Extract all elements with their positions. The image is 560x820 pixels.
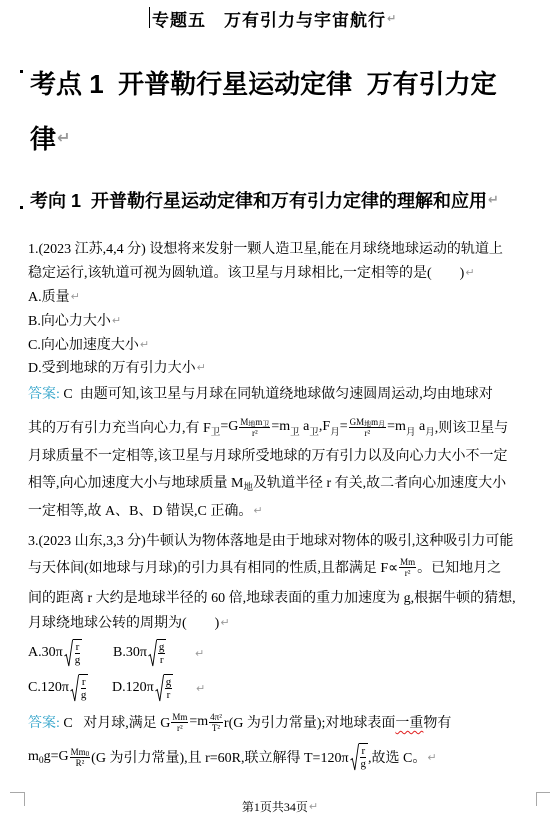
- question-1-option-d: [28, 357, 206, 377]
- paragraph-return-mark: ↵: [220, 615, 230, 629]
- fraction-denominator: R²: [75, 757, 85, 768]
- text-run: 。已知地月之: [417, 561, 502, 576]
- stem-text: 月球绕地球公转的周期为( ): [28, 616, 220, 631]
- heading-2: [30, 188, 499, 212]
- fraction-numerator: Mm: [400, 556, 416, 567]
- fraction-denominator: r²: [404, 567, 411, 578]
- answer-3-line-1: [28, 707, 451, 737]
- text-run: (G 为引力常量),且 r=60R,联立解得 T=120π: [91, 751, 349, 766]
- square-root: [155, 674, 174, 702]
- square-root: [70, 674, 89, 702]
- question-3-option-c: [28, 673, 88, 703]
- answer-text: 月球质量不一定相等,该卫星与月球所受地球的万有引力以及向心力大小不一定: [28, 449, 508, 464]
- fraction-numerator: [349, 417, 387, 428]
- keep-with-next-mark: [20, 206, 23, 209]
- fraction-numerator: [239, 417, 270, 428]
- fraction: [165, 676, 173, 701]
- spelling-flagged-text: 一重: [395, 716, 424, 731]
- option-text: C.向心加速度大小: [28, 338, 139, 353]
- fraction-denominator: r²: [364, 427, 371, 438]
- paragraph-return-mark: ↵: [111, 313, 122, 327]
- paragraph-return-mark: ↵: [488, 192, 499, 208]
- question-3-stem-line-2: [28, 552, 501, 582]
- paragraph-return-mark: ↵: [308, 799, 319, 813]
- answer-1-line-4: [28, 472, 506, 492]
- answer-1-line-1: [28, 383, 493, 403]
- text-run: a: [299, 419, 310, 434]
- subscript: 月: [405, 428, 416, 438]
- text-run: 其的万有引力充当向心力,有 F: [28, 421, 211, 436]
- heading-1-text: 律: [30, 123, 57, 154]
- fraction-denominator: g: [74, 654, 81, 666]
- options-row-1-end: [194, 643, 204, 663]
- fraction-numerator: r: [81, 676, 86, 688]
- paragraph-return-mark: ↵: [139, 337, 150, 351]
- text-run: a: [415, 419, 426, 434]
- heading-1-text: 考点 1 开普勒行星运动定律 万有引力定: [30, 68, 497, 99]
- paragraph-return-mark: ↵: [57, 127, 71, 147]
- question-1-stem-line-2: [28, 262, 475, 282]
- radicand: [359, 743, 369, 770]
- subscript: 地: [364, 419, 372, 428]
- answer-3-line-2: [28, 741, 437, 773]
- square-root: [64, 639, 83, 667]
- fraction-numerator: r: [361, 745, 366, 757]
- text-run: =m: [387, 419, 406, 434]
- radical-sign: [70, 674, 79, 702]
- paragraph-return-mark: ↵: [387, 11, 398, 25]
- header-title: 专题五 万有引力与宇宙航行: [152, 10, 386, 30]
- page-header: [152, 8, 397, 28]
- text-run: =G: [220, 419, 239, 434]
- fraction: [171, 712, 188, 733]
- answer-label: 答案:: [28, 716, 60, 731]
- radicand: [73, 639, 83, 666]
- fraction: [360, 745, 368, 770]
- fraction-denominator: T²: [211, 722, 221, 733]
- text-run: 相等,向心加速度大小与地球质量 M: [28, 476, 244, 491]
- fraction-numerator: Mm: [172, 711, 188, 722]
- fraction: [70, 747, 91, 768]
- text-run: g=G: [43, 749, 69, 764]
- symbol: m: [255, 416, 263, 427]
- fraction-denominator: r²: [177, 722, 183, 733]
- text-run: 物有: [423, 716, 452, 731]
- option-label: B.30π: [113, 645, 147, 660]
- square-root: [350, 743, 369, 771]
- fraction-denominator: g: [80, 689, 87, 701]
- question-3-stem-line-3: [28, 587, 516, 607]
- subscript: 月: [425, 428, 435, 438]
- heading-2-text: 考向 1 开普勒行星运动定律和万有引力定律的理解和应用: [30, 191, 488, 211]
- radicand: [79, 674, 89, 701]
- fraction: [74, 641, 82, 666]
- fraction-numerator: g: [165, 676, 172, 688]
- fraction: [80, 676, 88, 701]
- subscript: 月: [378, 419, 386, 428]
- subscript: 地: [248, 419, 256, 428]
- option-text: B.向心力大小: [28, 314, 111, 329]
- paragraph-return-mark: ↵: [70, 289, 80, 303]
- text-boundary-corner-mark: [10, 792, 24, 793]
- text-run: ,则该卫星与: [434, 421, 509, 436]
- text-run: 与天体间(如地球与月球)的引力具有相同的性质,且都满足 F∝: [28, 561, 399, 576]
- fraction-denominator: r²: [251, 427, 258, 438]
- text-run: =: [339, 419, 348, 434]
- symbol: M: [240, 416, 249, 427]
- subscript: 卫: [290, 428, 300, 438]
- stem-text: 1.(2023 江苏,4,4 分) 设想将来发射一颗人造卫星,能在月球绕地球运动的轨道上: [28, 242, 503, 257]
- text-run: ,F: [318, 419, 331, 434]
- answer-text: C 由题可知,该卫星与月球在同轨道绕地球做匀速圆周运动,均由地球对: [59, 387, 493, 402]
- paragraph-return-mark: ↵: [196, 360, 206, 374]
- radical-sign: [64, 639, 73, 667]
- question-3-stem-line-1: [28, 530, 513, 550]
- heading-1-line-1: [30, 64, 497, 100]
- subscript: 月: [330, 428, 340, 438]
- radical-sign: [148, 639, 157, 667]
- fraction-denominator: g: [360, 758, 367, 770]
- heading-1-line-2: [30, 119, 70, 155]
- answer-1-line-3: [28, 445, 508, 465]
- text-run: 及轨道半径 r 有关,故二者向心加速度大小: [252, 476, 507, 491]
- symbol: Mm: [70, 746, 86, 757]
- radicand: [157, 639, 167, 666]
- square-root: [148, 639, 167, 667]
- paragraph-return-mark: ↵: [427, 750, 437, 764]
- text-boundary-corner-mark: [536, 792, 550, 793]
- subscript: 卫: [309, 428, 319, 438]
- subscript: 0: [85, 749, 90, 758]
- text-run: =m: [189, 714, 209, 729]
- paragraph-return-mark: ↵: [253, 503, 263, 517]
- symbol: m: [371, 416, 379, 427]
- radicand: [164, 674, 174, 701]
- question-3-option-a: [28, 638, 82, 668]
- question-3-option-b: [113, 638, 166, 668]
- answer-label: 答案:: [28, 387, 60, 402]
- text-run: ,故选 C。: [368, 751, 427, 766]
- stem-text: 间的距离 r 大约是地球半径的 60 倍,地球表面的重力加速度为 g,根据牛顿的猜想,: [28, 591, 516, 606]
- option-label: D.120π: [112, 680, 154, 695]
- paragraph-return-mark: ↵: [195, 646, 205, 660]
- fraction: [239, 417, 270, 438]
- option-label: C.120π: [28, 680, 69, 695]
- answer-1-line-2: [28, 412, 508, 442]
- paragraph-return-mark: ↵: [465, 265, 475, 279]
- options-row-2-end: [195, 678, 205, 698]
- answer-text: 一定相等,故 A、B、D 错误,C 正确。: [28, 504, 253, 519]
- question-1-stem-line-1: [28, 238, 503, 258]
- fraction-numerator: [70, 747, 91, 758]
- stem-text: 稳定运行,该轨道可视为圆轨道。该卫星与月球相比,一定相等的是( ): [28, 266, 465, 281]
- text-run: r(G 为引力常量);对地球表面: [223, 716, 396, 731]
- fraction: [158, 641, 166, 666]
- question-1-option-a: [28, 286, 80, 306]
- question-3-option-d: [112, 673, 173, 703]
- answer-1-line-5: [28, 500, 263, 520]
- question-1-option-c: [28, 334, 149, 354]
- option-label: A.30π: [28, 645, 63, 660]
- fraction-numerator: r: [75, 641, 80, 653]
- fraction-numerator: 4π²: [210, 711, 222, 722]
- text-run: C 对月球,满足 G: [59, 716, 171, 731]
- option-text: A.质量: [28, 290, 70, 305]
- fraction-numerator: g: [158, 641, 165, 653]
- symbol: GM: [349, 416, 365, 427]
- question-1-option-b: [28, 310, 121, 330]
- page-footer: [0, 797, 560, 815]
- subscript: 卫: [210, 428, 221, 438]
- radical-sign: [350, 743, 359, 771]
- option-text: D.受到地球的万有引力大小: [28, 361, 196, 376]
- radical-sign: [155, 674, 164, 702]
- paragraph-return-mark: ↵: [196, 681, 206, 695]
- fraction-denominator: r: [159, 654, 164, 666]
- subscript: 0: [38, 756, 44, 766]
- fraction: [349, 417, 387, 438]
- subscript: 地: [243, 483, 253, 493]
- text-run: m: [28, 749, 39, 764]
- fraction-denominator: r: [166, 689, 171, 701]
- text-run: =m: [271, 419, 291, 434]
- stem-text: 3.(2023 山东,3,3 分)牛顿认为物体落地是由于地球对物体的吸引,这种吸引力可能: [28, 534, 514, 549]
- keep-with-next-mark: [20, 70, 23, 73]
- fraction: [399, 557, 416, 578]
- page-number: 第1页共34页: [241, 799, 308, 814]
- fraction: [209, 712, 223, 733]
- header-boundary-bar: [149, 7, 150, 28]
- question-3-stem-line-4: [28, 612, 230, 632]
- subscript: 卫: [262, 419, 270, 428]
